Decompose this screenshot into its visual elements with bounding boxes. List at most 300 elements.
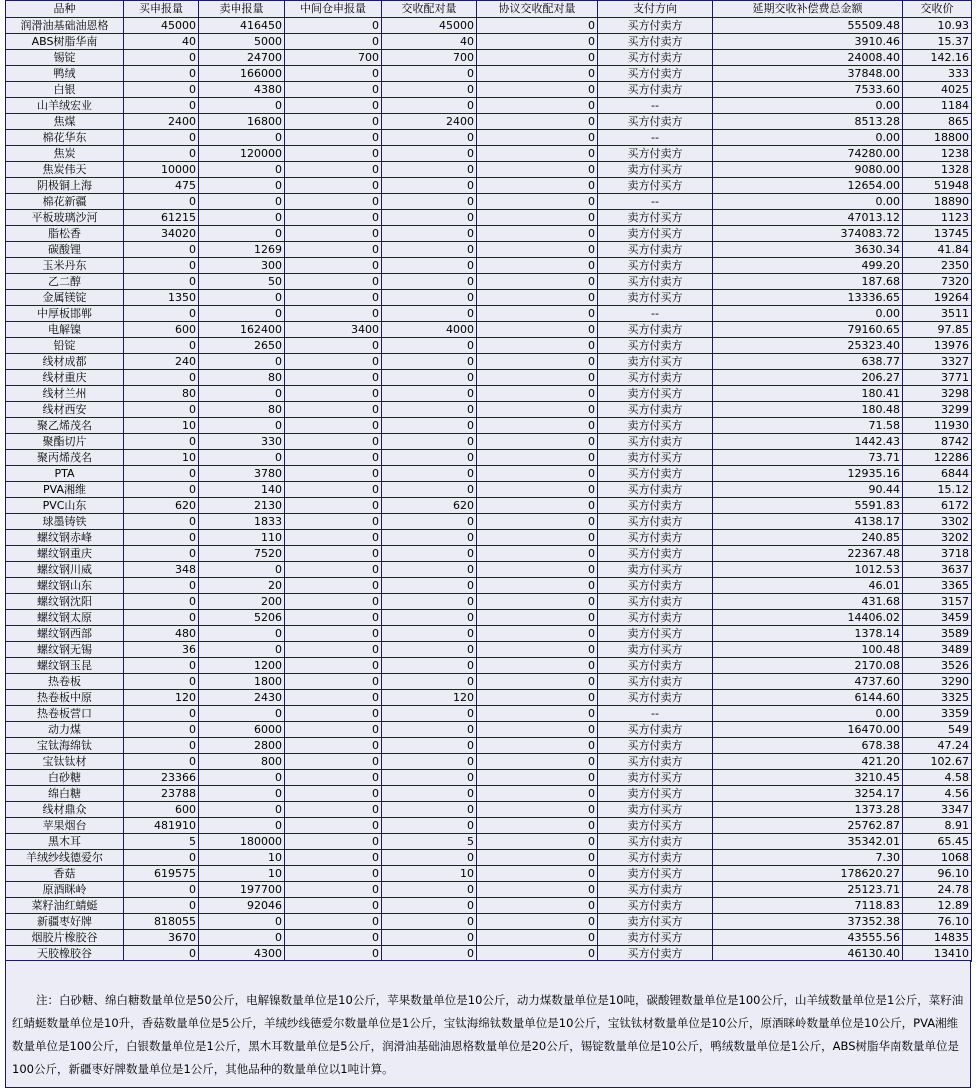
cell-sell-qty: 110 bbox=[199, 530, 285, 546]
cell-matched-qty: 0 bbox=[382, 386, 477, 402]
cell-pay-direction: -- bbox=[598, 130, 713, 146]
cell-sell-qty: 0 bbox=[199, 786, 285, 802]
cell-variety: 脂松香 bbox=[6, 226, 124, 242]
cell-variety: 铅锭 bbox=[6, 338, 124, 354]
cell-variety: 线材鼎众 bbox=[6, 802, 124, 818]
table-row bbox=[6, 498, 972, 514]
cell-mid-qty: 0 bbox=[285, 226, 382, 242]
cell-agreement-qty: 0 bbox=[477, 754, 598, 770]
cell-variety: 棉花新疆 bbox=[6, 194, 124, 210]
cell-pay-direction: 卖方付买方 bbox=[598, 418, 713, 434]
cell-agreement-qty: 0 bbox=[477, 226, 598, 242]
cell-variety: 绵白糖 bbox=[6, 786, 124, 802]
cell-mid-qty: 0 bbox=[285, 370, 382, 386]
cell-matched-qty: 0 bbox=[382, 546, 477, 562]
cell-price: 4.58 bbox=[903, 770, 972, 786]
cell-sell-qty: 10 bbox=[199, 850, 285, 866]
cell-compensation: 7118.83 bbox=[713, 898, 903, 914]
cell-pay-direction: 卖方付买方 bbox=[598, 354, 713, 370]
cell-agreement-qty: 0 bbox=[477, 738, 598, 754]
cell-matched-qty: 0 bbox=[382, 466, 477, 482]
cell-buy-qty: 0 bbox=[124, 754, 199, 770]
cell-compensation: 14406.02 bbox=[713, 610, 903, 626]
table-row bbox=[6, 114, 972, 130]
cell-sell-qty: 0 bbox=[199, 770, 285, 786]
table-row bbox=[6, 850, 972, 866]
cell-matched-qty: 0 bbox=[382, 194, 477, 210]
cell-price: 2350 bbox=[903, 258, 972, 274]
cell-sell-qty: 416450 bbox=[199, 18, 285, 34]
cell-mid-qty: 0 bbox=[285, 882, 382, 898]
table-row bbox=[6, 322, 972, 338]
cell-agreement-qty: 0 bbox=[477, 258, 598, 274]
cell-sell-qty: 0 bbox=[199, 386, 285, 402]
cell-mid-qty: 0 bbox=[285, 914, 382, 930]
cell-pay-direction: 买方付卖方 bbox=[598, 738, 713, 754]
cell-matched-qty: 0 bbox=[382, 210, 477, 226]
cell-compensation: 187.68 bbox=[713, 274, 903, 290]
cell-sell-qty: 0 bbox=[199, 930, 285, 946]
cell-agreement-qty: 0 bbox=[477, 818, 598, 834]
cell-matched-qty: 0 bbox=[382, 802, 477, 818]
cell-sell-qty: 0 bbox=[199, 562, 285, 578]
cell-mid-qty: 0 bbox=[285, 770, 382, 786]
cell-mid-qty: 0 bbox=[285, 130, 382, 146]
cell-price: 3489 bbox=[903, 642, 972, 658]
cell-compensation: 25323.40 bbox=[713, 338, 903, 354]
cell-mid-qty: 0 bbox=[285, 450, 382, 466]
cell-variety: 螺纹钢无锡 bbox=[6, 642, 124, 658]
cell-buy-qty: 0 bbox=[124, 306, 199, 322]
cell-pay-direction: -- bbox=[598, 706, 713, 722]
cell-matched-qty: 0 bbox=[382, 98, 477, 114]
cell-pay-direction: 卖方付买方 bbox=[598, 562, 713, 578]
cell-variety: 润滑油基础油恩格 bbox=[6, 18, 124, 34]
cell-price: 549 bbox=[903, 722, 972, 738]
cell-variety: 山羊绒宏业 bbox=[6, 98, 124, 114]
cell-mid-qty: 0 bbox=[285, 514, 382, 530]
table-row bbox=[6, 770, 972, 786]
cell-agreement-qty: 0 bbox=[477, 482, 598, 498]
cell-sell-qty: 180000 bbox=[199, 834, 285, 850]
cell-pay-direction: 卖方付买方 bbox=[598, 162, 713, 178]
cell-buy-qty: 0 bbox=[124, 274, 199, 290]
cell-sell-qty: 92046 bbox=[199, 898, 285, 914]
cell-buy-qty: 0 bbox=[124, 898, 199, 914]
cell-agreement-qty: 0 bbox=[477, 66, 598, 82]
cell-mid-qty: 0 bbox=[285, 210, 382, 226]
cell-compensation: 46.01 bbox=[713, 578, 903, 594]
cell-buy-qty: 0 bbox=[124, 370, 199, 386]
cell-sell-qty: 166000 bbox=[199, 66, 285, 82]
cell-sell-qty: 0 bbox=[199, 194, 285, 210]
cell-variety: 聚酯切片 bbox=[6, 434, 124, 450]
cell-agreement-qty: 0 bbox=[477, 946, 598, 962]
cell-variety: 聚丙烯茂名 bbox=[6, 450, 124, 466]
cell-compensation: 25123.71 bbox=[713, 882, 903, 898]
cell-mid-qty: 0 bbox=[285, 722, 382, 738]
cell-matched-qty: 0 bbox=[382, 354, 477, 370]
cell-price: 1184 bbox=[903, 98, 972, 114]
cell-pay-direction: 卖方付买方 bbox=[598, 210, 713, 226]
cell-variety: 新疆枣好牌 bbox=[6, 914, 124, 930]
header-sell-qty: 卖申报量 bbox=[199, 1, 285, 18]
cell-buy-qty: 10000 bbox=[124, 162, 199, 178]
cell-sell-qty: 50 bbox=[199, 274, 285, 290]
cell-pay-direction: 卖方付买方 bbox=[598, 802, 713, 818]
cell-compensation: 240.85 bbox=[713, 530, 903, 546]
cell-sell-qty: 10 bbox=[199, 866, 285, 882]
cell-compensation: 0.00 bbox=[713, 98, 903, 114]
cell-buy-qty: 0 bbox=[124, 530, 199, 546]
cell-pay-direction: 买方付卖方 bbox=[598, 258, 713, 274]
cell-sell-qty: 5206 bbox=[199, 610, 285, 626]
cell-price: 18800 bbox=[903, 130, 972, 146]
table-row bbox=[6, 706, 972, 722]
cell-agreement-qty: 0 bbox=[477, 722, 598, 738]
table-row bbox=[6, 578, 972, 594]
cell-agreement-qty: 0 bbox=[477, 210, 598, 226]
cell-price: 1238 bbox=[903, 146, 972, 162]
cell-matched-qty: 0 bbox=[382, 258, 477, 274]
cell-agreement-qty: 0 bbox=[477, 34, 598, 50]
cell-price: 3637 bbox=[903, 562, 972, 578]
cell-pay-direction: 买方付卖方 bbox=[598, 18, 713, 34]
cell-mid-qty: 0 bbox=[285, 546, 382, 562]
cell-variety: 羊绒纱线德爱尔 bbox=[6, 850, 124, 866]
cell-mid-qty: 0 bbox=[285, 98, 382, 114]
cell-variety: 热卷板 bbox=[6, 674, 124, 690]
cell-sell-qty: 2430 bbox=[199, 690, 285, 706]
cell-agreement-qty: 0 bbox=[477, 370, 598, 386]
cell-agreement-qty: 0 bbox=[477, 594, 598, 610]
cell-agreement-qty: 0 bbox=[477, 354, 598, 370]
cell-agreement-qty: 0 bbox=[477, 530, 598, 546]
cell-compensation: 638.77 bbox=[713, 354, 903, 370]
table-row bbox=[6, 130, 972, 146]
cell-price: 65.45 bbox=[903, 834, 972, 850]
cell-pay-direction: 买方付卖方 bbox=[598, 722, 713, 738]
cell-matched-qty: 0 bbox=[382, 898, 477, 914]
cell-mid-qty: 0 bbox=[285, 674, 382, 690]
cell-mid-qty: 0 bbox=[285, 642, 382, 658]
table-row bbox=[6, 658, 972, 674]
cell-pay-direction: 卖方付买方 bbox=[598, 930, 713, 946]
cell-agreement-qty: 0 bbox=[477, 562, 598, 578]
cell-sell-qty: 0 bbox=[199, 914, 285, 930]
cell-pay-direction: 卖方付买方 bbox=[598, 770, 713, 786]
cell-mid-qty: 0 bbox=[285, 178, 382, 194]
cell-matched-qty: 0 bbox=[382, 914, 477, 930]
cell-compensation: 1378.14 bbox=[713, 626, 903, 642]
cell-agreement-qty: 0 bbox=[477, 546, 598, 562]
cell-agreement-qty: 0 bbox=[477, 770, 598, 786]
cell-pay-direction: 买方付卖方 bbox=[598, 370, 713, 386]
cell-pay-direction: 卖方付买方 bbox=[598, 178, 713, 194]
cell-pay-direction: 卖方付买方 bbox=[598, 290, 713, 306]
table-row bbox=[6, 178, 972, 194]
cell-buy-qty: 3670 bbox=[124, 930, 199, 946]
cell-matched-qty: 700 bbox=[382, 50, 477, 66]
cell-matched-qty: 0 bbox=[382, 162, 477, 178]
cell-variety: 焦煤 bbox=[6, 114, 124, 130]
cell-matched-qty: 40 bbox=[382, 34, 477, 50]
cell-agreement-qty: 0 bbox=[477, 834, 598, 850]
cell-matched-qty: 0 bbox=[382, 370, 477, 386]
table-row bbox=[6, 530, 972, 546]
cell-mid-qty: 3400 bbox=[285, 322, 382, 338]
cell-price: 3290 bbox=[903, 674, 972, 690]
cell-buy-qty: 0 bbox=[124, 242, 199, 258]
table-row bbox=[6, 162, 972, 178]
cell-matched-qty: 0 bbox=[382, 562, 477, 578]
cell-mid-qty: 0 bbox=[285, 706, 382, 722]
cell-compensation: 4737.60 bbox=[713, 674, 903, 690]
cell-price: 8742 bbox=[903, 434, 972, 450]
cell-agreement-qty: 0 bbox=[477, 898, 598, 914]
cell-pay-direction: 买方付卖方 bbox=[598, 578, 713, 594]
cell-pay-direction: 卖方付买方 bbox=[598, 818, 713, 834]
cell-variety: 热卷板营口 bbox=[6, 706, 124, 722]
cell-sell-qty: 1800 bbox=[199, 674, 285, 690]
cell-mid-qty: 0 bbox=[285, 18, 382, 34]
table-row bbox=[6, 210, 972, 226]
cell-compensation: 0.00 bbox=[713, 306, 903, 322]
cell-sell-qty: 7520 bbox=[199, 546, 285, 562]
cell-price: 13410 bbox=[903, 946, 972, 962]
cell-price: 4025 bbox=[903, 82, 972, 98]
cell-variety: 苹果烟台 bbox=[6, 818, 124, 834]
cell-agreement-qty: 0 bbox=[477, 274, 598, 290]
cell-matched-qty: 0 bbox=[382, 178, 477, 194]
cell-buy-qty: 0 bbox=[124, 82, 199, 98]
table-row bbox=[6, 722, 972, 738]
cell-agreement-qty: 0 bbox=[477, 18, 598, 34]
cell-mid-qty: 0 bbox=[285, 818, 382, 834]
cell-agreement-qty: 0 bbox=[477, 290, 598, 306]
cell-variety: 中厚板邯郸 bbox=[6, 306, 124, 322]
cell-price: 3202 bbox=[903, 530, 972, 546]
cell-buy-qty: 0 bbox=[124, 706, 199, 722]
table-row bbox=[6, 50, 972, 66]
cell-sell-qty: 4300 bbox=[199, 946, 285, 962]
cell-matched-qty: 0 bbox=[382, 226, 477, 242]
cell-buy-qty: 475 bbox=[124, 178, 199, 194]
cell-agreement-qty: 0 bbox=[477, 178, 598, 194]
cell-agreement-qty: 0 bbox=[477, 146, 598, 162]
cell-matched-qty: 0 bbox=[382, 306, 477, 322]
cell-sell-qty: 0 bbox=[199, 706, 285, 722]
cell-matched-qty: 0 bbox=[382, 626, 477, 642]
cell-agreement-qty: 0 bbox=[477, 850, 598, 866]
cell-compensation: 0.00 bbox=[713, 130, 903, 146]
cell-buy-qty: 0 bbox=[124, 402, 199, 418]
cell-agreement-qty: 0 bbox=[477, 578, 598, 594]
cell-mid-qty: 0 bbox=[285, 242, 382, 258]
cell-price: 3299 bbox=[903, 402, 972, 418]
cell-pay-direction: 买方付卖方 bbox=[598, 402, 713, 418]
cell-pay-direction: 买方付卖方 bbox=[598, 34, 713, 50]
cell-mid-qty: 0 bbox=[285, 146, 382, 162]
cell-mid-qty: 0 bbox=[285, 786, 382, 802]
cell-compensation: 73.71 bbox=[713, 450, 903, 466]
cell-pay-direction: 买方付卖方 bbox=[598, 514, 713, 530]
cell-pay-direction: -- bbox=[598, 194, 713, 210]
cell-agreement-qty: 0 bbox=[477, 82, 598, 98]
cell-mid-qty: 0 bbox=[285, 754, 382, 770]
table-row bbox=[6, 434, 972, 450]
cell-agreement-qty: 0 bbox=[477, 914, 598, 930]
cell-mid-qty: 0 bbox=[285, 834, 382, 850]
cell-pay-direction: 卖方付买方 bbox=[598, 914, 713, 930]
cell-price: 41.84 bbox=[903, 242, 972, 258]
cell-buy-qty: 0 bbox=[124, 146, 199, 162]
cell-variety: 螺纹钢川威 bbox=[6, 562, 124, 578]
cell-mid-qty: 0 bbox=[285, 290, 382, 306]
cell-variety: 碳酸锂 bbox=[6, 242, 124, 258]
cell-matched-qty: 0 bbox=[382, 82, 477, 98]
cell-compensation: 2170.08 bbox=[713, 658, 903, 674]
cell-compensation: 374083.72 bbox=[713, 226, 903, 242]
cell-price: 3347 bbox=[903, 802, 972, 818]
cell-pay-direction: 卖方付买方 bbox=[598, 642, 713, 658]
cell-pay-direction: 买方付卖方 bbox=[598, 274, 713, 290]
cell-price: 6172 bbox=[903, 498, 972, 514]
cell-compensation: 24008.40 bbox=[713, 50, 903, 66]
cell-pay-direction: -- bbox=[598, 98, 713, 114]
cell-sell-qty: 0 bbox=[199, 226, 285, 242]
cell-matched-qty: 0 bbox=[382, 738, 477, 754]
cell-pay-direction: 买方付卖方 bbox=[598, 242, 713, 258]
cell-buy-qty: 0 bbox=[124, 258, 199, 274]
cell-buy-qty: 480 bbox=[124, 626, 199, 642]
cell-agreement-qty: 0 bbox=[477, 130, 598, 146]
cell-compensation: 7.30 bbox=[713, 850, 903, 866]
cell-variety: 白银 bbox=[6, 82, 124, 98]
cell-sell-qty: 0 bbox=[199, 130, 285, 146]
cell-mid-qty: 700 bbox=[285, 50, 382, 66]
cell-variety: 球墨铸铁 bbox=[6, 514, 124, 530]
cell-buy-qty: 0 bbox=[124, 130, 199, 146]
table-row bbox=[6, 450, 972, 466]
cell-sell-qty: 0 bbox=[199, 626, 285, 642]
cell-agreement-qty: 0 bbox=[477, 690, 598, 706]
cell-agreement-qty: 0 bbox=[477, 98, 598, 114]
table-row bbox=[6, 306, 972, 322]
cell-variety: 金属镁锭 bbox=[6, 290, 124, 306]
cell-agreement-qty: 0 bbox=[477, 50, 598, 66]
cell-buy-qty: 0 bbox=[124, 850, 199, 866]
cell-mid-qty: 0 bbox=[285, 530, 382, 546]
cell-variety: 线材兰州 bbox=[6, 386, 124, 402]
table-row bbox=[6, 914, 972, 930]
cell-compensation: 13336.65 bbox=[713, 290, 903, 306]
cell-matched-qty: 0 bbox=[382, 66, 477, 82]
cell-price: 6844 bbox=[903, 466, 972, 482]
cell-sell-qty: 2130 bbox=[199, 498, 285, 514]
cell-compensation: 8513.28 bbox=[713, 114, 903, 130]
cell-buy-qty: 619575 bbox=[124, 866, 199, 882]
table-row bbox=[6, 690, 972, 706]
cell-price: 3359 bbox=[903, 706, 972, 722]
cell-mid-qty: 0 bbox=[285, 434, 382, 450]
header-pay-direction: 支付方向 bbox=[598, 1, 713, 18]
cell-pay-direction: 买方付卖方 bbox=[598, 114, 713, 130]
cell-compensation: 12654.00 bbox=[713, 178, 903, 194]
table-row bbox=[6, 290, 972, 306]
cell-price: 3365 bbox=[903, 578, 972, 594]
cell-compensation: 1442.43 bbox=[713, 434, 903, 450]
cell-price: 3325 bbox=[903, 690, 972, 706]
cell-price: 13976 bbox=[903, 338, 972, 354]
cell-buy-qty: 10 bbox=[124, 418, 199, 434]
cell-mid-qty: 0 bbox=[285, 162, 382, 178]
cell-mid-qty: 0 bbox=[285, 610, 382, 626]
cell-mid-qty: 0 bbox=[285, 114, 382, 130]
cell-mid-qty: 0 bbox=[285, 306, 382, 322]
cell-mid-qty: 0 bbox=[285, 402, 382, 418]
cell-agreement-qty: 0 bbox=[477, 338, 598, 354]
cell-pay-direction: 买方付卖方 bbox=[598, 50, 713, 66]
cell-buy-qty: 23366 bbox=[124, 770, 199, 786]
cell-agreement-qty: 0 bbox=[477, 450, 598, 466]
cell-compensation: 180.41 bbox=[713, 386, 903, 402]
cell-buy-qty: 0 bbox=[124, 594, 199, 610]
cell-compensation: 4138.17 bbox=[713, 514, 903, 530]
cell-buy-qty: 0 bbox=[124, 466, 199, 482]
cell-sell-qty: 24700 bbox=[199, 50, 285, 66]
cell-price: 4.56 bbox=[903, 786, 972, 802]
cell-buy-qty: 45000 bbox=[124, 18, 199, 34]
cell-mid-qty: 0 bbox=[285, 898, 382, 914]
cell-mid-qty: 0 bbox=[285, 738, 382, 754]
cell-matched-qty: 0 bbox=[382, 514, 477, 530]
cell-price: 24.78 bbox=[903, 882, 972, 898]
cell-variety: PVA湘维 bbox=[6, 482, 124, 498]
cell-variety: 热卷板中原 bbox=[6, 690, 124, 706]
table-row bbox=[6, 930, 972, 946]
cell-mid-qty: 0 bbox=[285, 498, 382, 514]
cell-compensation: 47013.12 bbox=[713, 210, 903, 226]
cell-price: 12.89 bbox=[903, 898, 972, 914]
cell-mid-qty: 0 bbox=[285, 338, 382, 354]
cell-price: 3327 bbox=[903, 354, 972, 370]
cell-pay-direction: 买方付卖方 bbox=[598, 834, 713, 850]
cell-compensation: 178620.27 bbox=[713, 866, 903, 882]
cell-matched-qty: 10 bbox=[382, 866, 477, 882]
cell-price: 3771 bbox=[903, 370, 972, 386]
cell-compensation: 46130.40 bbox=[713, 946, 903, 962]
cell-price: 10.93 bbox=[903, 18, 972, 34]
cell-variety: 聚乙烯茂名 bbox=[6, 418, 124, 434]
cell-compensation: 25762.87 bbox=[713, 818, 903, 834]
cell-price: 142.16 bbox=[903, 50, 972, 66]
cell-variety: 白砂糖 bbox=[6, 770, 124, 786]
table-row bbox=[6, 802, 972, 818]
cell-sell-qty: 0 bbox=[199, 98, 285, 114]
cell-mid-qty: 0 bbox=[285, 466, 382, 482]
cell-buy-qty: 240 bbox=[124, 354, 199, 370]
cell-price: 3459 bbox=[903, 610, 972, 626]
cell-mid-qty: 0 bbox=[285, 626, 382, 642]
table-row bbox=[6, 738, 972, 754]
cell-compensation: 90.44 bbox=[713, 482, 903, 498]
cell-agreement-qty: 0 bbox=[477, 514, 598, 530]
cell-sell-qty: 120000 bbox=[199, 146, 285, 162]
cell-buy-qty: 0 bbox=[124, 610, 199, 626]
cell-buy-qty: 0 bbox=[124, 98, 199, 114]
header-mid-qty: 中间仓申报量 bbox=[285, 1, 382, 18]
